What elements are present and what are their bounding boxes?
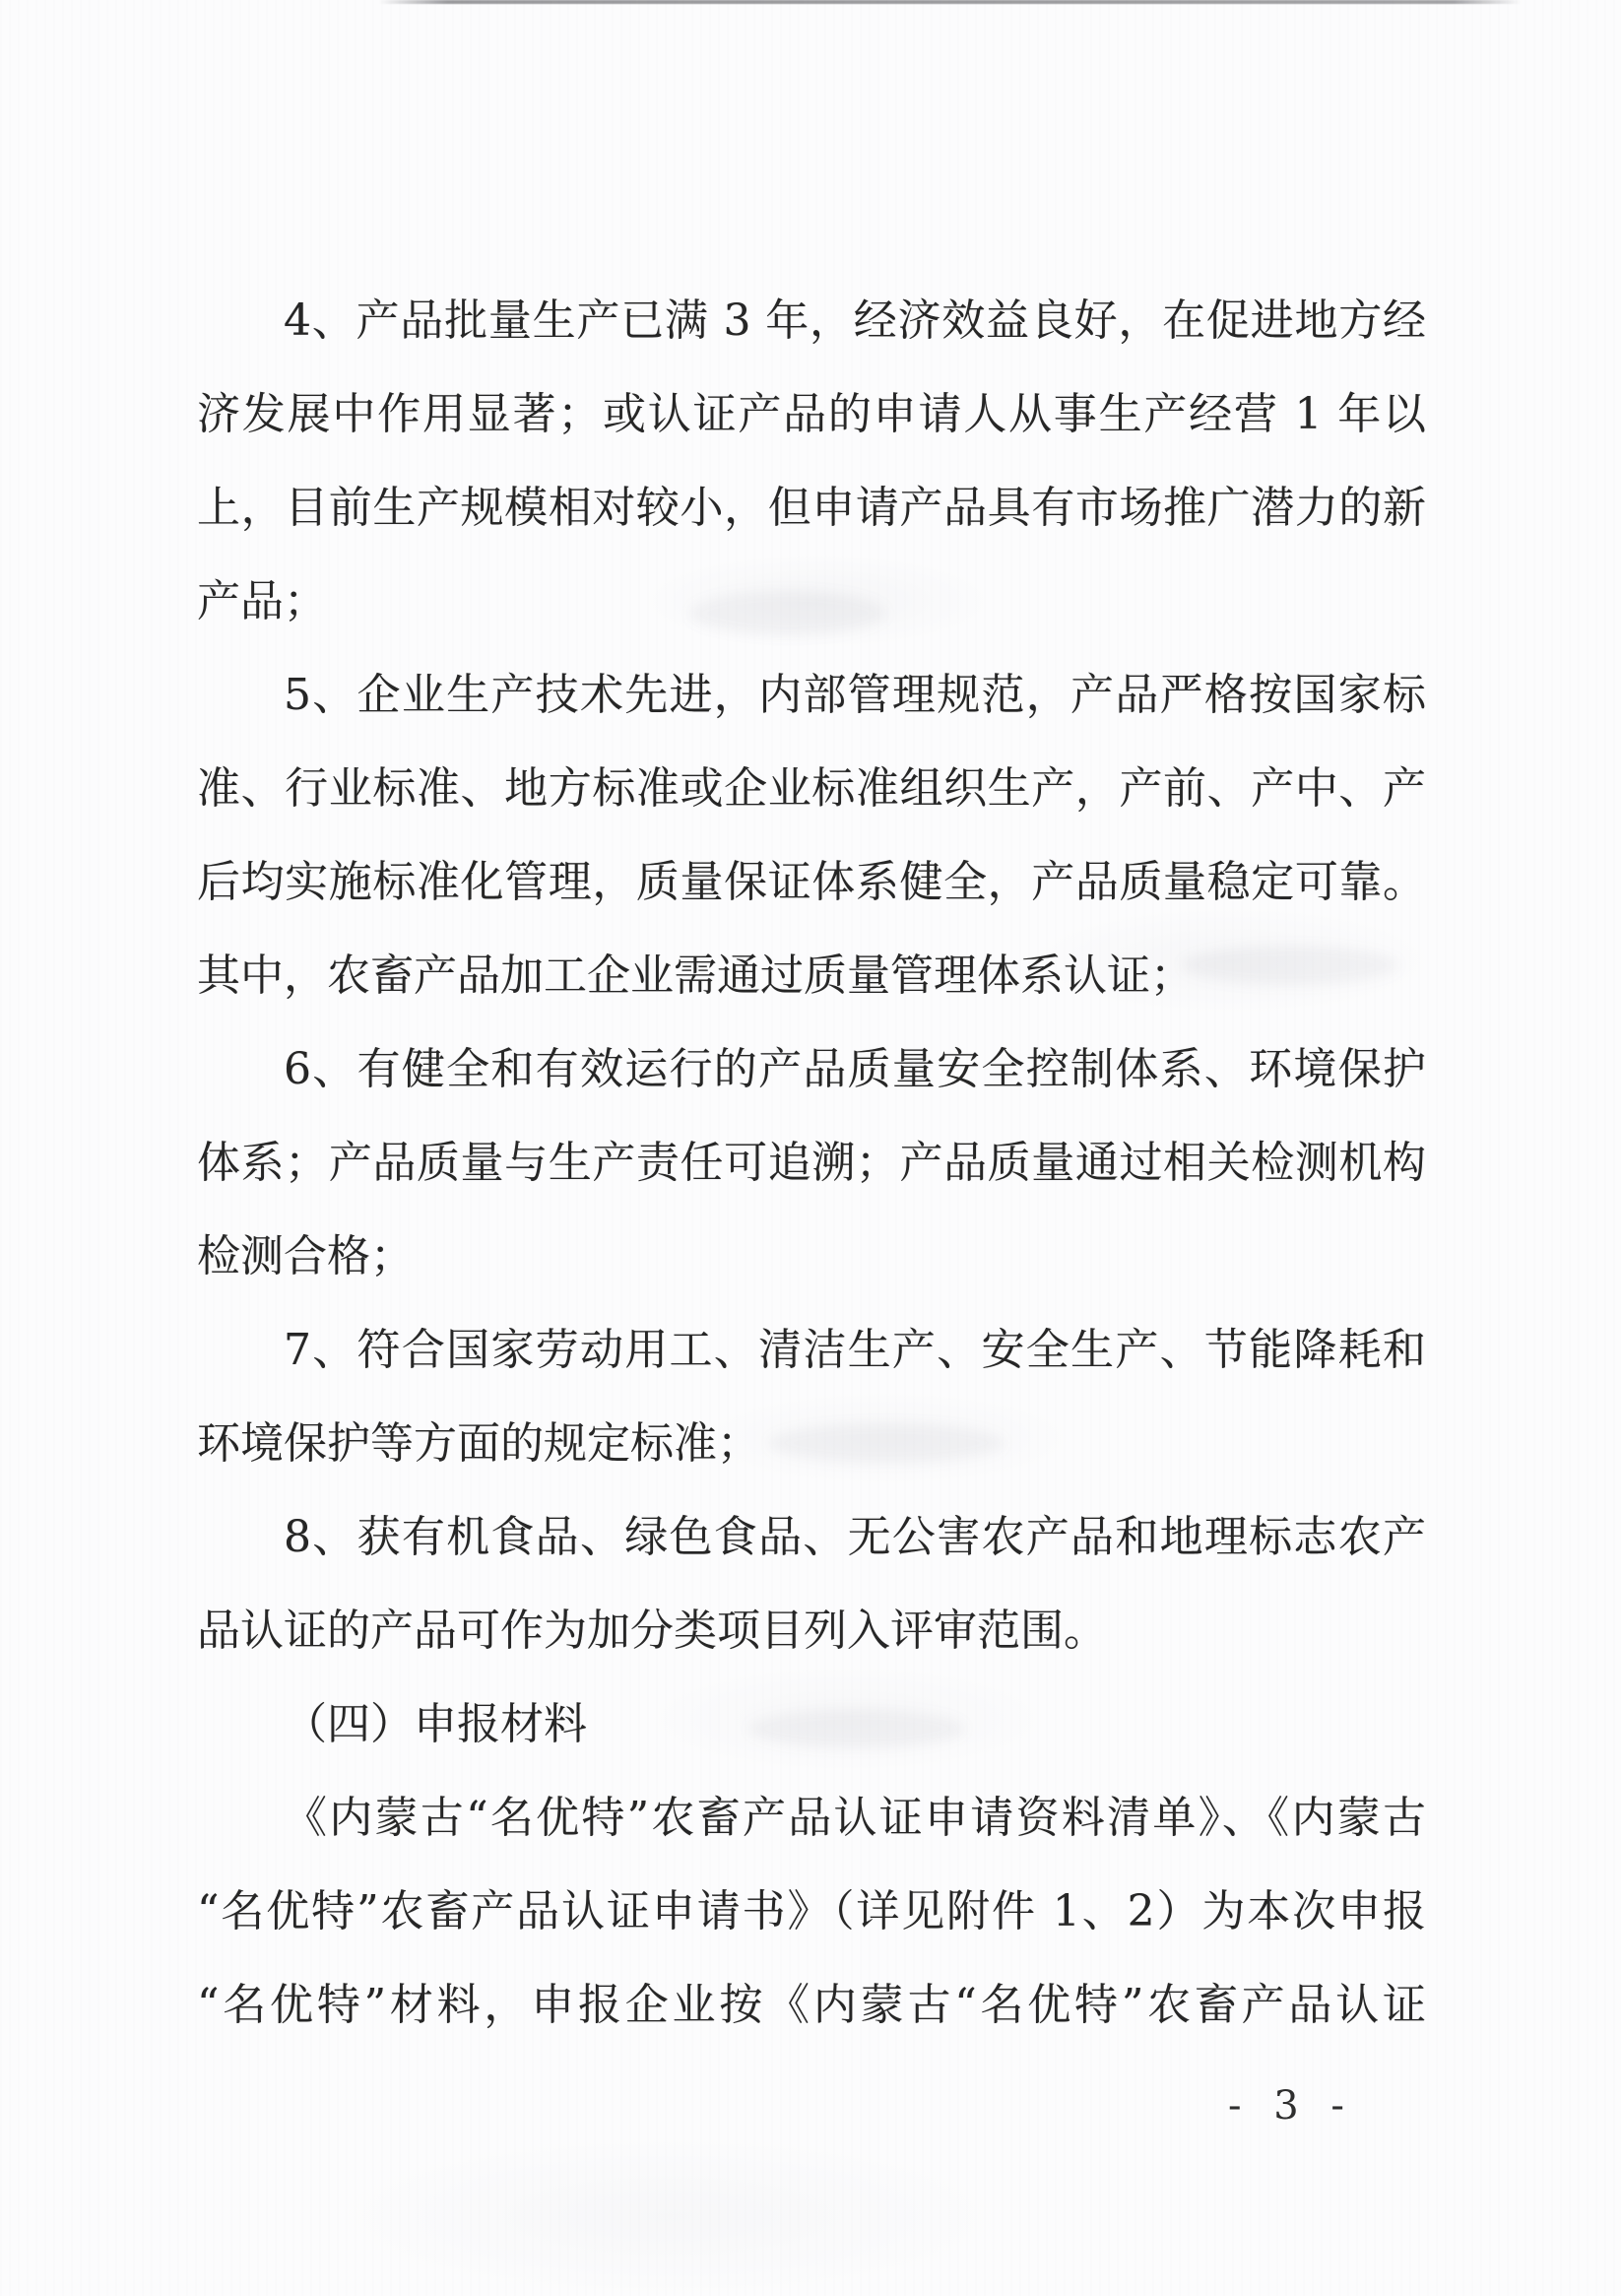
- text-line: 品认证的产品可作为加分类项目列入评审范围。: [197, 1606, 1107, 1656]
- text-line: 6、有健全和有效运行的产品质量安全控制体系、环境保护: [284, 1044, 1426, 1094]
- text-line: 后均实施标准化管理，质量保证体系健全，产品质量稳定可靠。: [197, 857, 1426, 907]
- text-line: 4、产品批量生产已满 3 年，经济效益良好，在促进地方经: [284, 295, 1426, 346]
- text-line: 体系；产品质量与生产责任可追溯；产品质量通过相关检测机构: [197, 1138, 1426, 1188]
- text-line: 检测合格；: [197, 1231, 414, 1281]
- text-line: 准、行业标准、地方标准或企业标准组织生产，产前、产中、产: [197, 763, 1426, 814]
- text-line: 《内蒙古“名优特”农畜产品认证申请资料清单》、《内蒙古: [284, 1793, 1426, 1843]
- text-line: 5、企业生产技术先进，内部管理规范，产品严格按国家标: [284, 670, 1426, 720]
- text-line: 产品；: [197, 576, 327, 626]
- text-line: （四）申报材料: [284, 1699, 587, 1749]
- text-line: 7、符合国家劳动用工、清洁生产、安全生产、节能降耗和: [284, 1325, 1426, 1375]
- scan-edge-artifact: [379, 0, 1522, 4]
- text-line: 上，目前生产规模相对较小，但申请产品具有市场推广潜力的新: [197, 483, 1426, 533]
- text-line: 8、获有机食品、绿色食品、无公害农产品和地理标志农产: [284, 1512, 1426, 1562]
- text-block: [197, 274, 1426, 2052]
- text-line: “名优特”材料，申报企业按《内蒙古“名优特”农畜产品认证: [197, 1980, 1426, 2030]
- page-number: - 3 -: [1228, 2083, 1354, 2129]
- text-line: “名优特”农畜产品认证申请书》（详见附件 1、2）为本次申报: [197, 1886, 1426, 1936]
- text-line: 其中，农畜产品加工企业需通过质量管理体系认证；: [197, 951, 1194, 1001]
- text-line: 环境保护等方面的规定标准；: [197, 1418, 760, 1469]
- text-line: 济发展中作用显著；或认证产品的申请人从事生产经营 1 年以: [197, 389, 1426, 439]
